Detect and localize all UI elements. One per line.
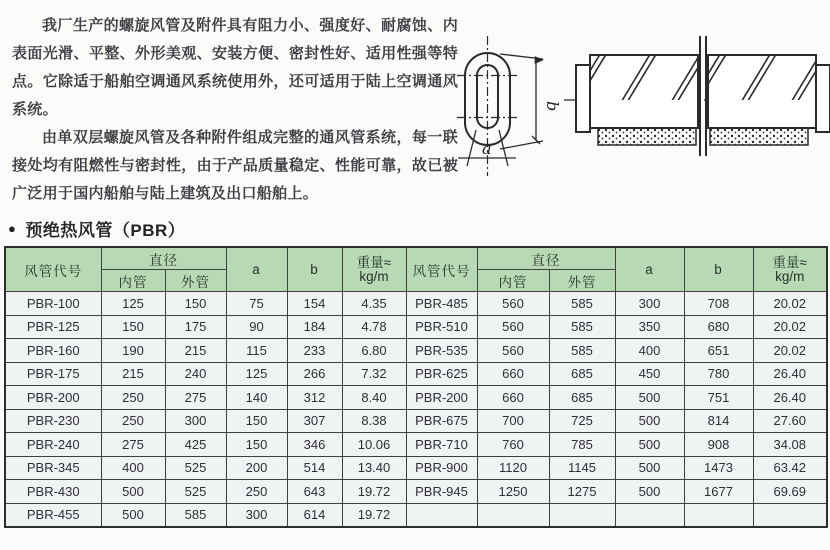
- header-weight-left-line1: 重量≈: [356, 254, 392, 270]
- duct-code-cell: PBR-125: [5, 315, 101, 339]
- value-cell: 560: [477, 292, 549, 316]
- value-cell: 90: [226, 315, 287, 339]
- value-cell: 20.02: [753, 292, 827, 316]
- value-cell: 680: [684, 315, 753, 339]
- duct-code-cell: PBR-200: [406, 386, 477, 410]
- value-cell: 19.72: [342, 480, 406, 504]
- bullet-icon: ●: [8, 221, 17, 236]
- value-cell: 1120: [477, 456, 549, 480]
- value-cell: 19.72: [342, 503, 406, 527]
- dim-label-a: a: [482, 139, 492, 158]
- value-cell: 1275: [549, 480, 615, 504]
- value-cell: 643: [287, 480, 342, 504]
- dim-b-extension-top: [500, 54, 543, 59]
- value-cell: 560: [477, 315, 549, 339]
- header-inner-tube-left: 内管: [101, 270, 165, 292]
- header-diameter-left: 直径: [101, 247, 226, 270]
- duct-code-cell: PBR-160: [5, 339, 101, 363]
- value-cell: 20.02: [753, 339, 827, 363]
- value-cell: [684, 503, 753, 527]
- header-duct-code-left: 风管代号: [5, 247, 101, 292]
- value-cell: 6.80: [342, 339, 406, 363]
- duct-code-cell: PBR-945: [406, 480, 477, 504]
- header-a-left: a: [226, 247, 287, 292]
- pbr-table-body: [5, 292, 827, 528]
- duct-code-cell: PBR-625: [406, 362, 477, 386]
- value-cell: 700: [477, 409, 549, 433]
- section-title: [8, 216, 185, 241]
- value-cell: 660: [477, 386, 549, 410]
- value-cell: 346: [287, 433, 342, 457]
- value-cell: 75: [226, 292, 287, 316]
- value-cell: 150: [226, 409, 287, 433]
- value-cell: 250: [101, 409, 165, 433]
- table-row: [5, 503, 827, 527]
- value-cell: 660: [477, 362, 549, 386]
- value-cell: 585: [549, 315, 615, 339]
- value-cell: 585: [165, 503, 226, 527]
- section-title-text: 预绝热风管（PBR）: [25, 221, 186, 240]
- table-row: [5, 362, 827, 386]
- duct-code-cell: PBR-510: [406, 315, 477, 339]
- value-cell: 4.35: [342, 292, 406, 316]
- dim-label-b: b: [543, 101, 562, 112]
- duct-code-cell: PBR-345: [5, 456, 101, 480]
- value-cell: 685: [549, 362, 615, 386]
- duct-code-cell: PBR-430: [5, 480, 101, 504]
- value-cell: 27.60: [753, 409, 827, 433]
- insulation-band-left: [598, 128, 696, 145]
- duct-code-cell: PBR-485: [406, 292, 477, 316]
- value-cell: 266: [287, 362, 342, 386]
- value-cell: 150: [101, 315, 165, 339]
- outer-shell-end-left: [576, 65, 590, 132]
- header-outer-tube-left: 外管: [165, 270, 226, 292]
- intro-text-block: [12, 12, 458, 208]
- header-inner-tube-right: 内管: [477, 270, 549, 292]
- table-row: [5, 409, 827, 433]
- value-cell: 450: [615, 362, 684, 386]
- value-cell: 300: [165, 409, 226, 433]
- value-cell: 651: [684, 339, 753, 363]
- value-cell: 175: [165, 315, 226, 339]
- value-cell: 250: [226, 480, 287, 504]
- value-cell: 300: [226, 503, 287, 527]
- value-cell: 400: [101, 456, 165, 480]
- duct-code-cell: PBR-535: [406, 339, 477, 363]
- value-cell: 780: [684, 362, 753, 386]
- table-row: [5, 315, 827, 339]
- value-cell: 500: [615, 433, 684, 457]
- duct-code-cell: PBR-455: [5, 503, 101, 527]
- value-cell: 4.78: [342, 315, 406, 339]
- value-cell: 500: [615, 386, 684, 410]
- value-cell: 500: [615, 456, 684, 480]
- dim-b-extension-bottom: [500, 141, 543, 149]
- value-cell: 184: [287, 315, 342, 339]
- value-cell: 34.08: [753, 433, 827, 457]
- duct-body-right: [708, 55, 816, 128]
- duct-code-cell: PBR-230: [5, 409, 101, 433]
- table-row: [5, 433, 827, 457]
- insulation-band-right: [710, 128, 808, 145]
- header-weight-left: [342, 247, 406, 292]
- header-a-right: a: [615, 247, 684, 292]
- value-cell: 7.32: [342, 362, 406, 386]
- value-cell: 400: [615, 339, 684, 363]
- value-cell: 312: [287, 386, 342, 410]
- value-cell: 190: [101, 339, 165, 363]
- outer-shell-end-right: [816, 65, 830, 132]
- value-cell: 708: [684, 292, 753, 316]
- value-cell: 785: [549, 433, 615, 457]
- table-row: [5, 386, 827, 410]
- value-cell: 115: [226, 339, 287, 363]
- value-cell: [753, 503, 827, 527]
- value-cell: 26.40: [753, 386, 827, 410]
- header-b-right: b: [684, 247, 753, 292]
- table-row: [5, 456, 827, 480]
- value-cell: [549, 503, 615, 527]
- duct-code-cell: PBR-240: [5, 433, 101, 457]
- value-cell: 814: [684, 409, 753, 433]
- header-weight-left-line2: kg/m: [359, 268, 389, 284]
- duct-code-cell: [406, 503, 477, 527]
- value-cell: 525: [165, 456, 226, 480]
- value-cell: 125: [226, 362, 287, 386]
- value-cell: 275: [165, 386, 226, 410]
- table-row: [5, 292, 827, 316]
- value-cell: 908: [684, 433, 753, 457]
- header-weight-right-line2: kg/m: [775, 268, 805, 284]
- table-row: [5, 480, 827, 504]
- table-row: [5, 339, 827, 363]
- value-cell: 13.40: [342, 456, 406, 480]
- value-cell: 1473: [684, 456, 753, 480]
- value-cell: 250: [101, 386, 165, 410]
- header-b-left: b: [287, 247, 342, 292]
- value-cell: 26.40: [753, 362, 827, 386]
- value-cell: 215: [101, 362, 165, 386]
- value-cell: 69.69: [753, 480, 827, 504]
- header-duct-code-right: 风管代号: [406, 247, 477, 292]
- value-cell: 240: [165, 362, 226, 386]
- duct-code-cell: PBR-200: [5, 386, 101, 410]
- value-cell: 300: [615, 292, 684, 316]
- duct-diagrams: [450, 8, 830, 213]
- value-cell: 500: [615, 409, 684, 433]
- value-cell: 585: [549, 339, 615, 363]
- value-cell: 150: [226, 433, 287, 457]
- duct-code-cell: PBR-100: [5, 292, 101, 316]
- value-cell: 525: [165, 480, 226, 504]
- value-cell: 500: [615, 480, 684, 504]
- value-cell: 150: [165, 292, 226, 316]
- value-cell: 585: [549, 292, 615, 316]
- value-cell: 8.40: [342, 386, 406, 410]
- value-cell: 307: [287, 409, 342, 433]
- value-cell: 751: [684, 386, 753, 410]
- value-cell: 500: [101, 503, 165, 527]
- pbr-spec-table: [4, 246, 828, 528]
- header-outer-tube-right: 外管: [549, 270, 615, 292]
- duct-diagram-svg: [450, 8, 830, 213]
- value-cell: 685: [549, 386, 615, 410]
- duct-code-cell: PBR-175: [5, 362, 101, 386]
- value-cell: 614: [287, 503, 342, 527]
- value-cell: 725: [549, 409, 615, 433]
- value-cell: 215: [165, 339, 226, 363]
- value-cell: 233: [287, 339, 342, 363]
- value-cell: 350: [615, 315, 684, 339]
- value-cell: 760: [477, 433, 549, 457]
- value-cell: 20.02: [753, 315, 827, 339]
- header-weight-right-line1: 重量≈: [772, 254, 807, 270]
- duct-body-left: [590, 55, 698, 128]
- value-cell: 1250: [477, 480, 549, 504]
- value-cell: 1145: [549, 456, 615, 480]
- value-cell: 154: [287, 292, 342, 316]
- duct-code-cell: PBR-900: [406, 456, 477, 480]
- value-cell: 10.06: [342, 433, 406, 457]
- value-cell: 1677: [684, 480, 753, 504]
- table-header: [5, 247, 827, 292]
- intro-paragraph-2: 由单双层螺旋风管及各种附件组成完整的通风管系统，每一联接处均有阻燃性与密封性，由于产品质量稳定、性能可靠，故已被广泛用于国内船舶与陆上建筑及出口船舶上。: [12, 129, 458, 202]
- value-cell: [615, 503, 684, 527]
- value-cell: 514: [287, 456, 342, 480]
- header-weight-right: [753, 247, 827, 292]
- value-cell: 275: [101, 433, 165, 457]
- value-cell: [477, 503, 549, 527]
- value-cell: 125: [101, 292, 165, 316]
- value-cell: 560: [477, 339, 549, 363]
- value-cell: 500: [101, 480, 165, 504]
- intro-paragraph-1: 我厂生产的螺旋风管及附件具有阻力小、强度好、耐腐蚀、内表面光滑、平整、外形美观、安装方便、密封性好、适用性强等特点。它除适于船舶空调通风系统使用外，还可适用于陆上空调通风系统。: [12, 17, 458, 118]
- value-cell: 8.38: [342, 409, 406, 433]
- value-cell: 140: [226, 386, 287, 410]
- value-cell: 200: [226, 456, 287, 480]
- duct-code-cell: PBR-675: [406, 409, 477, 433]
- header-diameter-right: 直径: [477, 247, 615, 270]
- duct-code-cell: PBR-710: [406, 433, 477, 457]
- value-cell: 425: [165, 433, 226, 457]
- value-cell: 63.42: [753, 456, 827, 480]
